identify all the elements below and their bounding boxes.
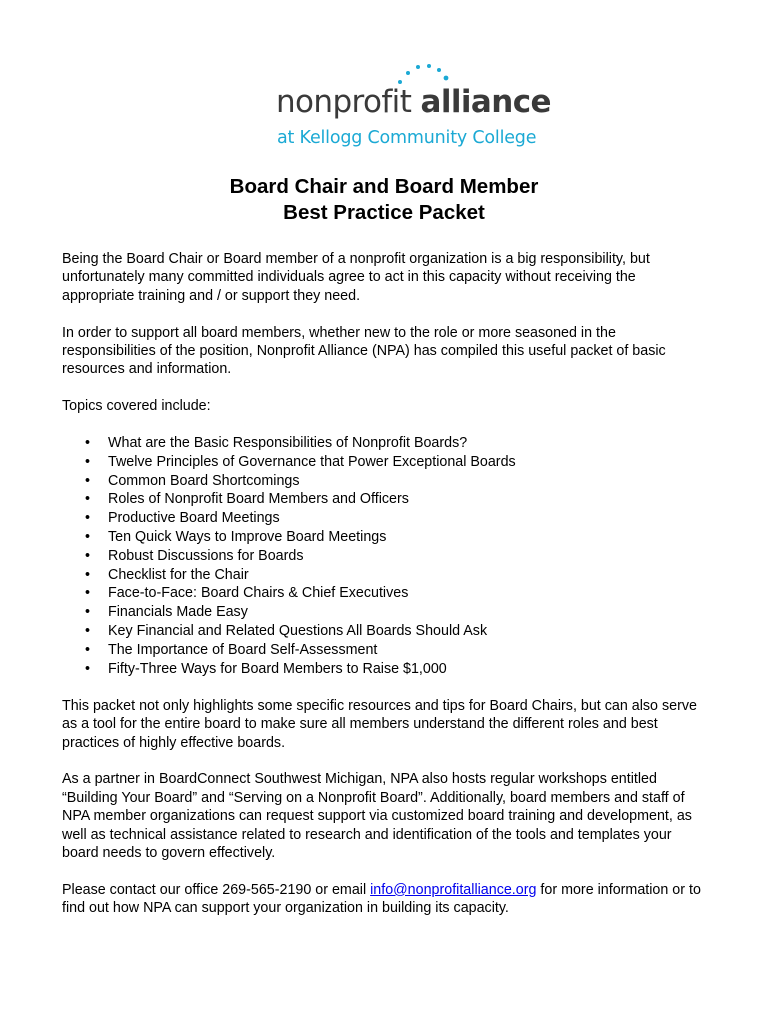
topic-item [62,528,712,547]
bullet-icon: • [85,660,91,677]
title-line-1: Board Chair and Board Member [229,175,539,198]
contact-paragraph [62,881,712,918]
topic-text: Financials Made Easy [108,604,248,621]
topic-text: Productive Board Meetings [108,510,280,527]
bullet-icon: • [85,566,91,583]
topic-item [62,622,712,641]
intro-paragraph-1: Being the Board Chair or Board member of a nonprofit organization is a big responsibility, but unfortunately many committed individuals agree to act in this capacity without receiving the appropriate training and / or support they need. [62,251,650,304]
topic-item [62,603,712,622]
topic-text: Robust Discussions for Boards [108,547,304,564]
topic-item [62,641,712,660]
bullet-icon: • [85,472,91,489]
topic-text: What are the Basic Responsibilities of Nonprofit Boards? [108,435,468,452]
topic-item [62,584,712,603]
topic-item [62,566,712,585]
topic-text: Ten Quick Ways to Improve Board Meetings [108,529,387,545]
closing-paragraph-1: This packet not only highlights some specific resources and tips for Board Chairs, but can also serve as a tool for the entire board to make sure all members understand the different roles and best practices of highly effective boards. [62,697,697,751]
topic-text: Key Financial and Related Questions All Boards Should Ask [108,622,488,639]
topic-text: Fifty-Three Ways for Board Members to Raise $1,000 [108,660,447,677]
topic-text: Roles of Nonprofit Board Members and Officers [108,491,409,508]
bullet-icon: • [85,547,91,564]
topics-list [62,434,712,678]
logo-word-nonprofit: nonprofit [276,84,421,120]
logo-wordmark [276,82,551,122]
topics-label: Topics covered include: [62,398,211,415]
topic-text: Face-to-Face: Board Chairs & Chief Executives [108,585,409,602]
topic-text: Common Board Shortcomings [108,472,300,489]
bullet-icon: • [85,641,91,658]
title-line-2: Best Practice Packet [283,201,485,224]
bullet-icon: • [85,491,91,508]
contact-text-before: Please contact our office 269-565-2190 or email [62,881,371,898]
topic-item [62,472,712,491]
nonprofit-alliance-logo [276,60,551,160]
bullet-icon: • [85,510,91,527]
contact-text-after: for more information or to find out how NPA can support your organization in building its capacity. [62,881,701,917]
topic-item [62,453,712,472]
bullet-icon: • [85,453,91,470]
topic-item [62,547,712,566]
bullet-icon: • [85,435,91,452]
document-body [62,250,712,936]
email-link[interactable]: info@nonprofitalliance.org [370,881,537,898]
logo-subtitle: at Kellogg Community College [277,128,537,148]
topic-text: Twelve Principles of Governance that Power Exceptional Boards [108,453,516,470]
intro-paragraph-2: In order to support all board members, whether new to the role or more seasoned in the responsibilities of the position, Nonprofit Alliance (NPA) has compiled this useful packet of basic resources and information. [62,324,666,378]
bullet-icon: • [85,585,91,602]
topic-item [62,660,712,679]
topic-item [62,509,712,528]
logo-word-alliance: alliance [420,84,551,120]
document-title [0,174,768,226]
topic-item [62,434,712,453]
topic-text: Checklist for the Chair [108,566,249,583]
topic-item [62,490,712,509]
bullet-icon: • [85,529,91,545]
closing-paragraph-2: As a partner in BoardConnect Southwest Michigan, NPA also hosts regular workshops entitled “Building Your Board” and “Serving on a Nonprofit Board”. Additionally, board members and staff of NPA member organizations can request support via customized board training and development, as well as technical assistance related to research and identification of the tools and templates your board needs to govern effectively. [62,771,692,861]
bullet-icon: • [85,622,91,639]
topic-text: The Importance of Board Self-Assessment [108,641,378,658]
bullet-icon: • [85,604,91,621]
